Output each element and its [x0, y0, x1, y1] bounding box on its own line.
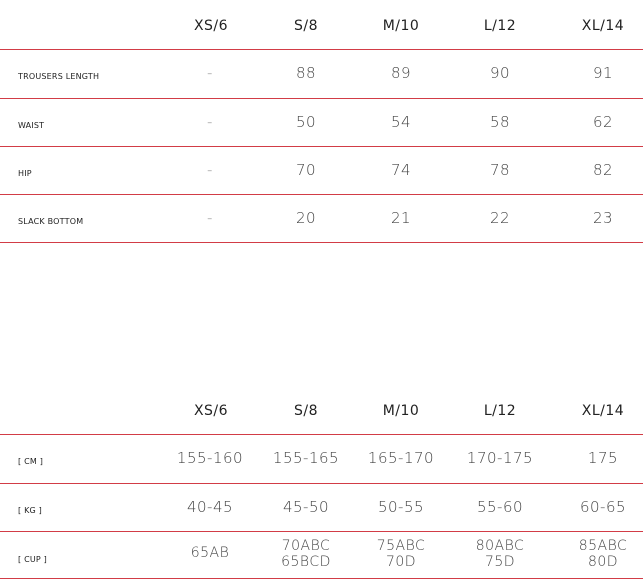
table-cell: 82: [592, 161, 614, 179]
table-cell: 58: [489, 113, 511, 131]
cell-line: 75D: [484, 554, 516, 570]
column-header-s: S/8: [293, 403, 318, 419]
table-cell: 62: [592, 113, 614, 131]
table-row: [0, 484, 643, 532]
table-row: [0, 50, 643, 98]
table-cell: 21: [390, 209, 412, 227]
column-header-l: L/12: [483, 18, 517, 34]
table-header-row: [0, 0, 643, 50]
row-label-hip: HIP: [18, 169, 32, 178]
table-cell: 50: [295, 113, 317, 131]
table-header-row: [0, 386, 643, 436]
table-cell: -: [207, 64, 213, 82]
table-row: [0, 532, 643, 580]
column-header-l: L/12: [483, 403, 517, 419]
table-cell: [455, 538, 545, 570]
cell-line: 85ABC: [578, 538, 628, 554]
row-label-slack-bottom: SLACK BOTTOM: [18, 217, 84, 226]
table-cell: 74: [390, 161, 412, 179]
table-cell: 155-165: [272, 449, 340, 467]
cell-line: 65AB: [190, 545, 230, 561]
column-header-s: S/8: [293, 18, 318, 34]
row-label-trousers-length: TROUSERS LENGTH: [18, 72, 100, 81]
table-cell: 22: [489, 209, 511, 227]
table-row: [0, 435, 643, 483]
table-cell: 45-50: [282, 498, 330, 516]
column-header-xs: XS/6: [193, 18, 229, 34]
cell-line: 65BCD: [281, 554, 331, 570]
row-label-cup: [ CUP ]: [18, 555, 47, 564]
cell-line: 70ABC: [281, 538, 331, 554]
cell-line: 80D: [587, 554, 619, 570]
column-header-xl: XL/14: [581, 18, 625, 34]
table-row: [0, 147, 643, 195]
row-label-cm: [ CM ]: [18, 457, 44, 466]
table-cell: 50-55: [377, 498, 425, 516]
table-cell: 175: [587, 449, 619, 467]
cell-line: 70D: [385, 554, 417, 570]
row-label-kg: [ KG ]: [18, 506, 42, 515]
table-cell: 54: [390, 113, 412, 131]
table-cell: 91: [592, 64, 614, 82]
table-cell: [261, 538, 351, 570]
table-cell: [356, 538, 446, 570]
table-cell: 89: [390, 64, 412, 82]
table-cell: 155-160: [176, 449, 244, 467]
table-cell: 90: [489, 64, 511, 82]
column-header-m: M/10: [382, 403, 420, 419]
row-separator: [0, 578, 643, 579]
table-cell: 23: [592, 209, 614, 227]
column-header-xl: XL/14: [581, 403, 625, 419]
table-cell: 20: [295, 209, 317, 227]
table-cell: [165, 545, 255, 561]
table-cell: 78: [489, 161, 511, 179]
table-cell: -: [207, 209, 213, 227]
column-header-m: M/10: [382, 18, 420, 34]
table-cell: 165-170: [367, 449, 435, 467]
table-cell: [558, 538, 643, 570]
cell-line: 75ABC: [376, 538, 426, 554]
table-cell: 88: [295, 64, 317, 82]
row-separator: [0, 242, 643, 243]
table-cell: 170-175: [466, 449, 534, 467]
table-cell: 70: [295, 161, 317, 179]
column-header-xs: XS/6: [193, 403, 229, 419]
row-label-waist: WAIST: [18, 121, 45, 130]
table-row: [0, 195, 643, 243]
table-cell: 40-45: [186, 498, 234, 516]
table-cell: -: [207, 161, 213, 179]
table-cell: -: [207, 113, 213, 131]
cell-line: 80ABC: [475, 538, 525, 554]
table-cell: 55-60: [476, 498, 524, 516]
table-row: [0, 99, 643, 147]
table-cell: 60-65: [579, 498, 627, 516]
